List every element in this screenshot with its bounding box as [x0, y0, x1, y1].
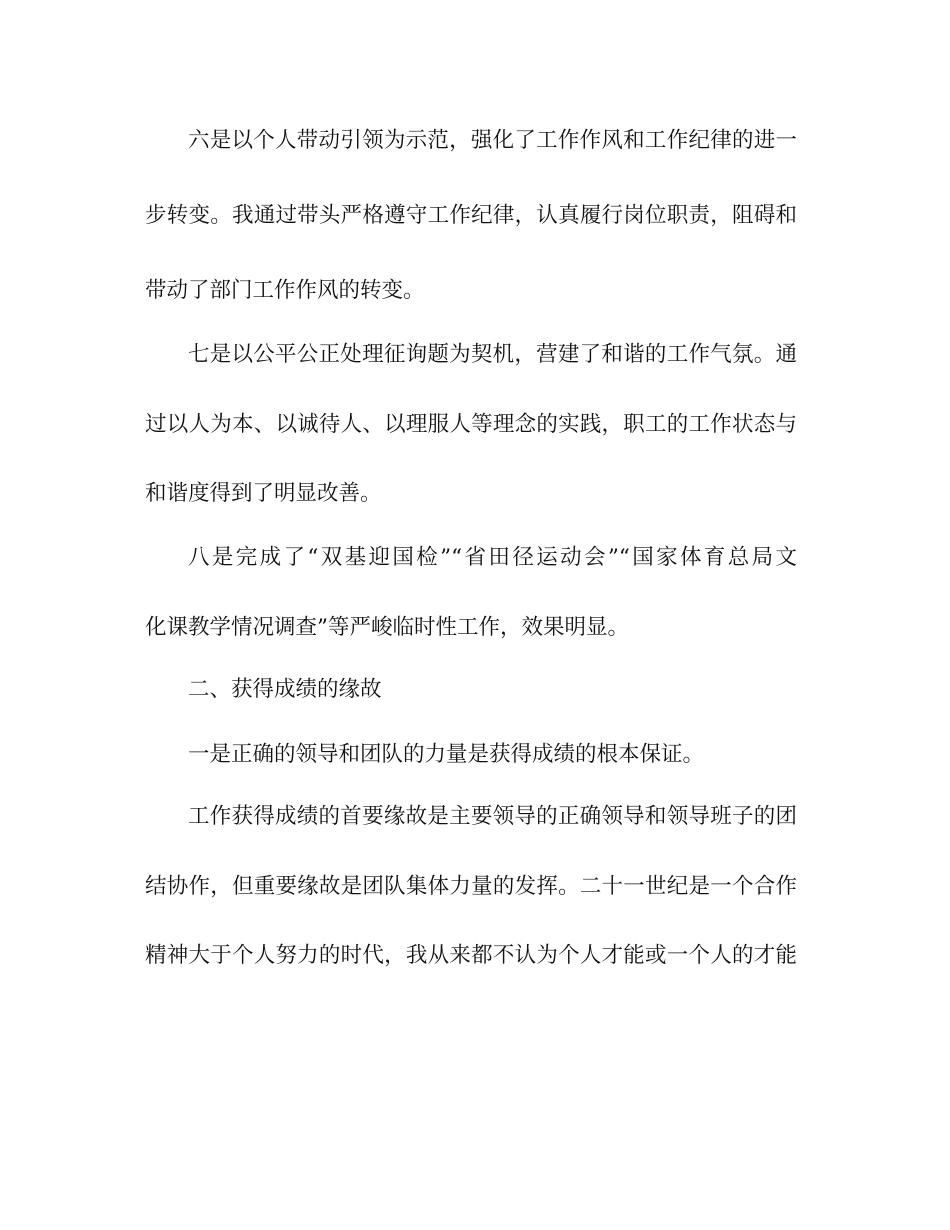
paragraph-8-line-1: 八是完成了“双基迎国检”“省田径运动会”“国家体育总局文: [188, 545, 797, 570]
paragraph-7-line-1: 七是以公平公正处理征询题为契机，营建了和谐的工作气氛。通: [188, 342, 797, 367]
subheading-1: 一是正确的领导和团队的力量是获得成绩的根本保证。: [188, 742, 705, 767]
paragraph-6-line-2: 步转变。我通过带头严格遵守工作纪律，认真履行岗位职责，阻碍和: [145, 203, 797, 228]
paragraph-9-line-2: 结协作，但重要缘故是团队集体力量的发挥。二十一世纪是一个合作: [145, 874, 797, 899]
section-heading: 二、获得成绩的缘故: [188, 677, 382, 702]
paragraph-7-line-3: 和谐度得到了明显改善。: [145, 481, 382, 506]
paragraph-6-line-3: 带动了部门工作作风的转变。: [145, 278, 425, 303]
paragraph-9-line-3: 精神大于个人努力的时代，我从来都不认为个人才能或一个人的才能: [145, 943, 797, 968]
paragraph-7-line-2: 过以人为本、以诚待人、以理服人等理念的实践，职工的工作状态与: [145, 412, 797, 437]
paragraph-9-line-1: 工作获得成绩的首要缘故是主要领导的正确领导和领导班子的团: [188, 804, 797, 829]
paragraph-8-line-2: 化课教学情况调查”等严峻临时性工作，效果明显。: [145, 615, 629, 640]
paragraph-6-line-1: 六是以个人带动引领为示范，强化了工作作风和工作纪律的进一: [188, 128, 797, 153]
